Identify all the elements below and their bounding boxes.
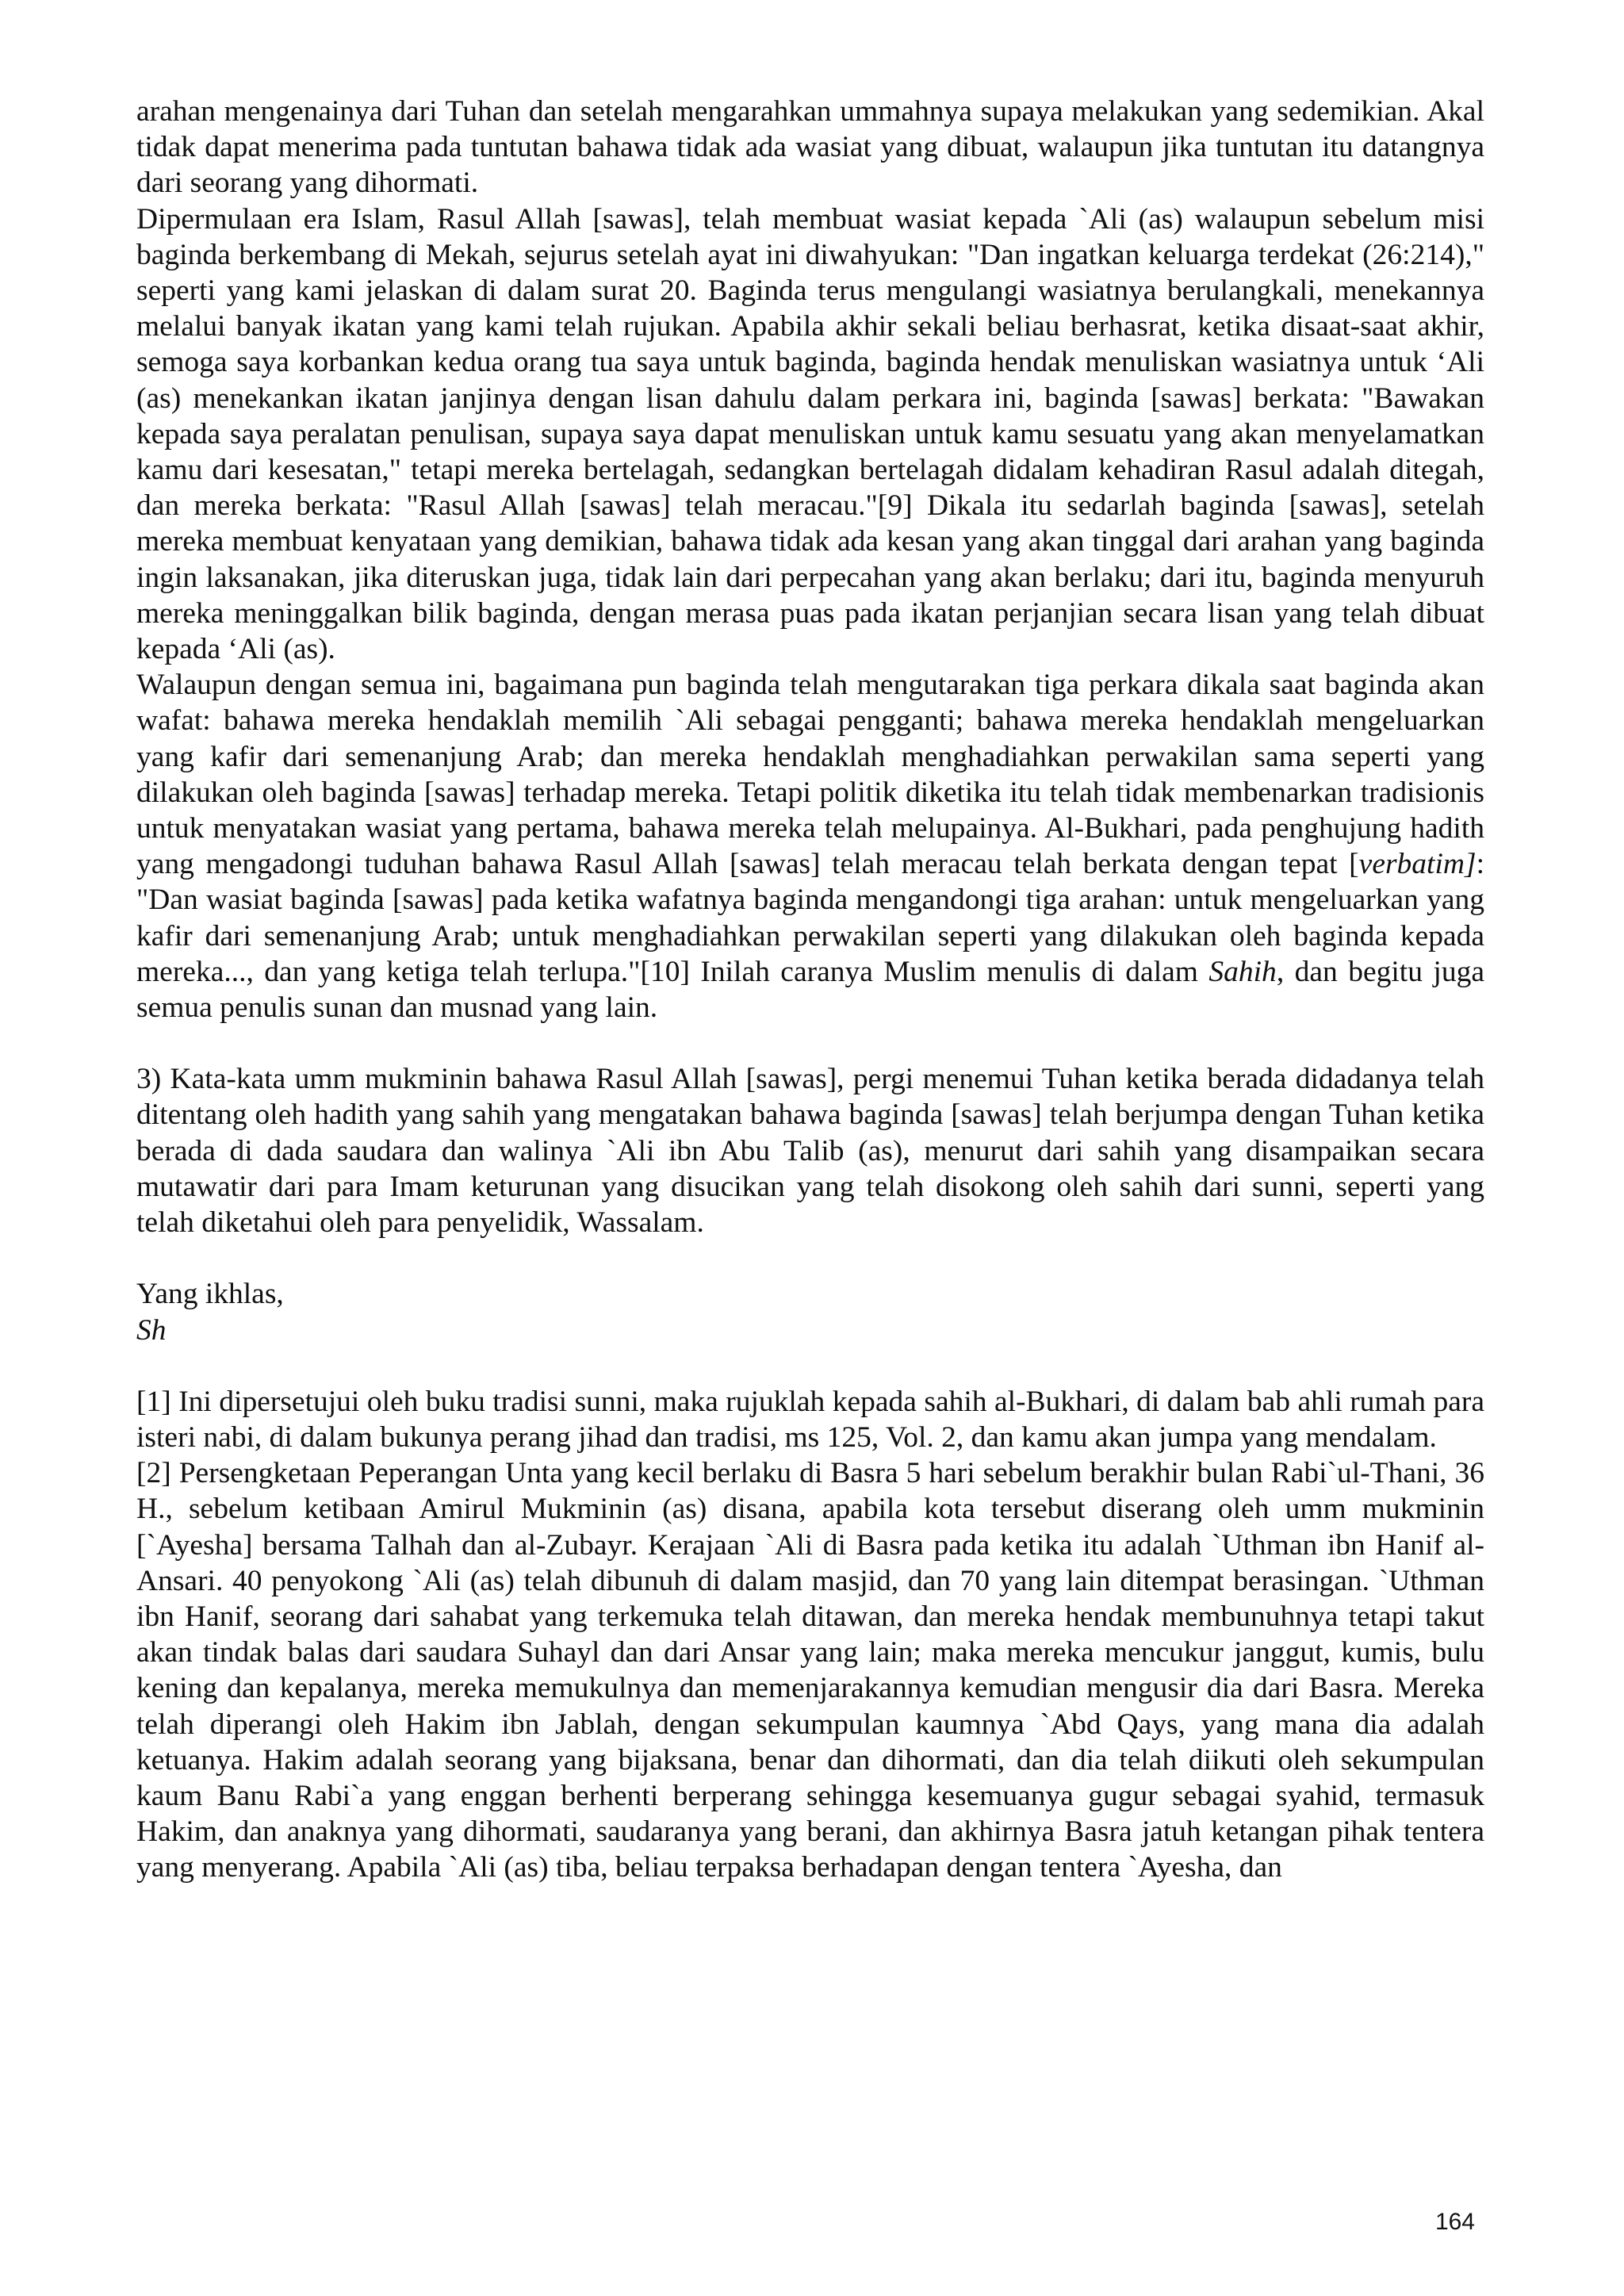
- paragraph-3-part-c: , dan begitu juga semua penulis sunan dan musnad yang lain.: [136, 955, 1484, 1025]
- signature: Sh: [136, 1313, 167, 1347]
- closing: Yang ikhlas,: [136, 1278, 284, 1311]
- footnote-1: [1] Ini dipersetujui oleh buku tradisi sunni, maka rujuklah kepada sahih al-Bukhari, di dalam bab ahli rumah para isteri nabi, di dalam bukunya perang jihad dan tradisi, ms 125, Vol. 2, dan kamu akan jumpa yang mendalam.: [136, 1385, 1484, 1454]
- spacer: [136, 1240, 1484, 1276]
- paragraph-1: arahan mengenainya dari Tuhan dan setelah mengarahkan ummahnya supaya melakukan yang sedemikian. Akal tidak dapat menerima pada tuntutan bahawa tidak ada wasiat yang dibuat, walaupun jika tuntutan itu datangnya dari seorang yang dihormati.: [136, 95, 1484, 200]
- verbatim-term: verbatim]: [1358, 848, 1477, 881]
- page-content: [136, 94, 1484, 1886]
- sahih-title: Sahih: [1208, 955, 1277, 988]
- paragraph-3: [136, 667, 1484, 1025]
- spacer: [136, 1348, 1484, 1384]
- paragraph-2: Dipermulaan era Islam, Rasul Allah [sawas], telah membuat wasiat kepada `Ali (as) walaupun sebelum misi baginda berkembang di Mekah, sejurus setelah ayat ini diwahyukan: "Dan ingatkan keluarga terdekat (26:214)," seperti yang kami jelaskan di dalam surat 20. Baginda terus mengulangi wasiatnya berulangkali, menekannya melalui banyak ikatan yang kami telah rujukan. Apabila akhir sekali beliau berhasrat, ketika disaat-saat akhir, semoga saya korbankan kedua orang tua saya untuk baginda, baginda hendak menuliskan wasiatnya untuk ‘Ali (as) menekankan ikatan janjinya dengan lisan dahulu dalam perkara ini, baginda [sawas] berkata: "Bawakan kepada saya peralatan penulisan, supaya saya dapat menuliskan untuk kamu sesuatu yang akan menyelamatkan kamu dari kesesatan," tetapi mereka bertelagah, sedangkan bertelagah didalam kehadiran Rasul adalah ditegah, dan mereka berkata: "Rasul Allah [sawas] telah meracau."[9] Dikala itu sedarlah baginda [sawas], setelah mereka membuat kenyataan yang demikian, bahawa tidak ada kesan yang akan tinggal dari arahan yang baginda ingin laksanakan, jika diteruskan juga, tidak lain dari perpecahan yang akan berlaku; dari itu, baginda menyuruh mereka meninggalkan bilik baginda, dengan merasa puas pada ikatan perjanjian secara lisan yang telah dibuat kepada ‘Ali (as).: [136, 202, 1484, 666]
- paragraph-4: 3) Kata-kata umm mukminin bahawa Rasul Allah [sawas], pergi menemui Tuhan ketika berada didadanya telah ditentang oleh hadith yang sahih yang mengatakan bahawa baginda [sawas] telah berjumpa dengan Tuhan ketika berada di dada saudara dan walinya `Ali ibn Abu Talib (as), menurut dari sahih yang disampaikan secara mutawatir dari para Imam keturunan yang disucikan yang telah disokong oleh sahih dari sunni, seperti yang telah diketahui oleh para penyelidik, Wassalam.: [136, 1063, 1484, 1240]
- paragraph-3-part-b: : "Dan wasiat baginda [sawas] pada ketika wafatnya baginda mengandongi tiga arahan: untuk mengeluarkan yang kafir dari semenanjung Arab; untuk menghadiahkan perwakilan seperti yang dilakukan oleh baginda kepada mereka..., dan yang ketiga telah terlupa."[10] Inilah caranya Muslim menulis di dalam: [136, 848, 1484, 988]
- paragraph-3-part-a: Walaupun dengan semua ini, bagaimana pun baginda telah mengutarakan tiga perkara dikala saat baginda akan wafat: bahawa mereka hendaklah memilih `Ali sebagai pengganti; bahawa mereka hendaklah mengeluarkan yang kafir dari semenanjung Arab; dan mereka hendaklah menghadiahkan perwakilan sama seperti yang dilakukan oleh baginda [sawas] terhadap mereka. Tetapi politik diketika itu telah tidak membenarkan tradisionis untuk menyatakan wasiat yang pertama, bahawa mereka telah melupainya. Al-Bukhari, pada penghujung hadith yang mengadongi tuduhan bahawa Rasul Allah [sawas] telah meracau telah berkata dengan tepat [: [136, 669, 1484, 881]
- page-number: 164: [1434, 2209, 1475, 2235]
- footnote-2: [2] Persengketaan Peperangan Unta yang kecil berlaku di Basra 5 hari sebelum berakhir bulan Rabi`ul-Thani, 36 H., sebelum ketibaan Amirul Mukminin (as) disana, apabila kota tersebut diserang oleh umm mukminin [`Ayesha] bersama Talhah dan al-Zubayr. Kerajaan `Ali di Basra pada ketika itu adalah `Uthman ibn Hanif al-Ansari. 40 penyokong `Ali (as) telah dibunuh di dalam masjid, dan 70 yang lain ditempat berasingan. `Uthman ibn Hanif, seorang dari sahabat yang terkemuka telah ditawan, dan mereka hendak membunuhnya tetapi takut akan tindak balas dari saudara Suhayl dan dari Ansar yang lain; maka mereka mencukur janggut, kumis, bulu kening dan kepalanya, mereka memukulnya dan memenjarakannya kemudian mengusir dia dari Basra. Mereka telah diperangi oleh Hakim ibn Jablah, dengan sekumpulan kaumnya `Abd Qays, yang mana dia adalah ketuanya. Hakim adalah seorang yang bijaksana, benar dan dihormati, dan dia telah diikuti oleh sekumpulan kaum Banu Rabi`a yang enggan berhenti berperang sehingga kesemuanya gugur sebagai syahid, termasuk Hakim, dan anaknya yang dihormati, saudaranya yang berani, dan akhirnya Basra jatuh ketangan pihak tentera yang menyerang. Apabila `Ali (as) tiba, beliau terpaksa berhadapan dengan tentera `Ayesha, dan: [136, 1457, 1484, 1884]
- spacer: [136, 1025, 1484, 1061]
